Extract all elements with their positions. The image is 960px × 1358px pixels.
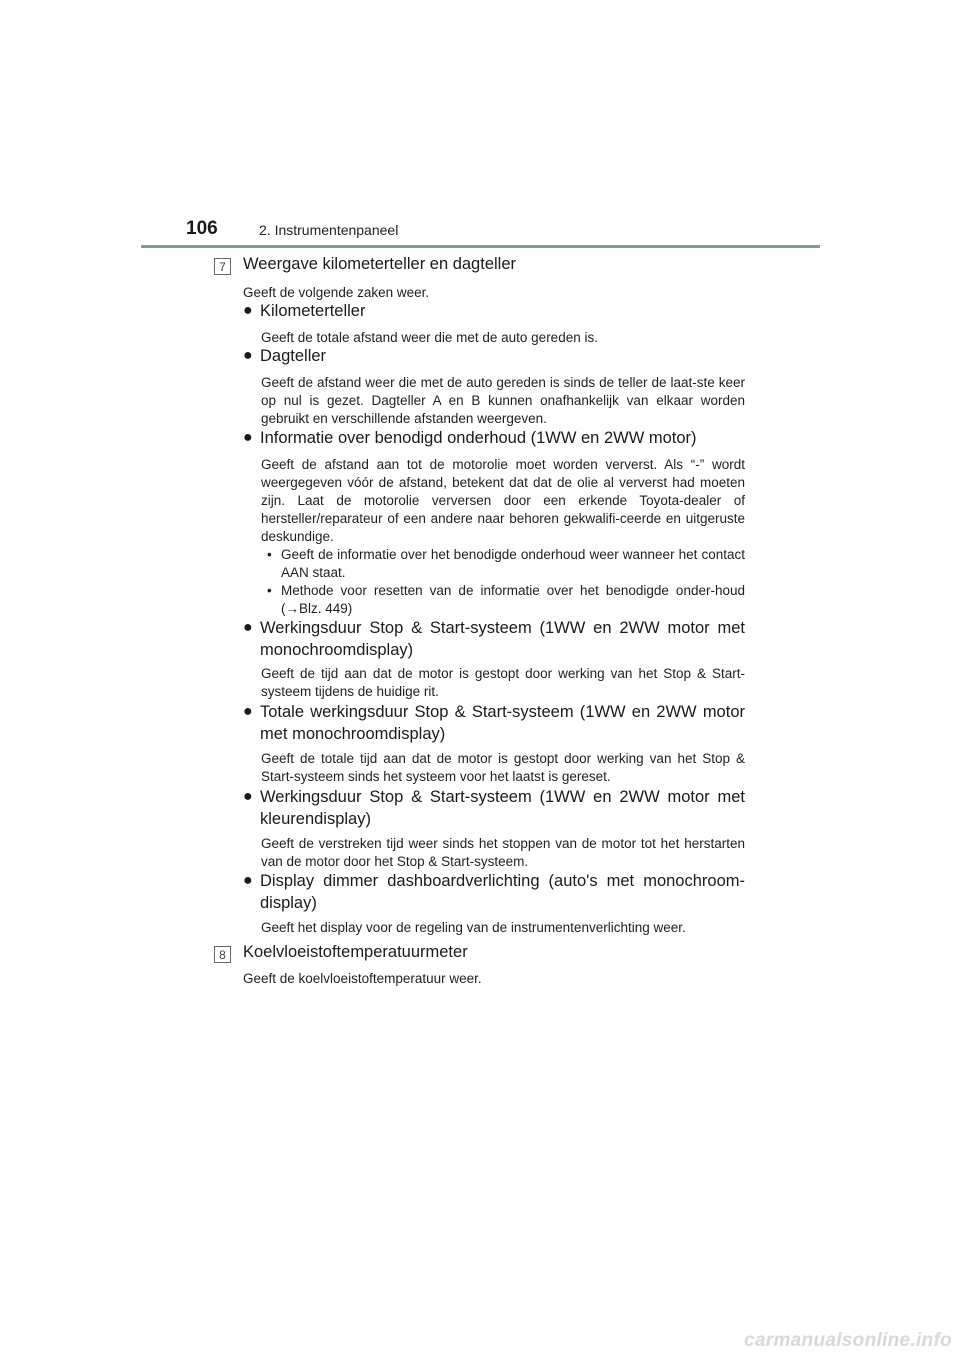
item-title: Kilometerteller <box>260 302 366 320</box>
item-heading-werkingsduur-mono <box>243 617 745 661</box>
bullet-dot-icon: ● <box>243 619 253 636</box>
item-body: Geeft de verstreken tijd weer sinds het stoppen van de motor tot het herstarten van de motor door het Stop & Start-systeem. <box>261 836 745 869</box>
sub-bullet-mark: • <box>267 583 272 598</box>
item-body: Geeft de totale tijd aan dat de motor is gestopt door werking van het Stop & Start-systeem sinds het systeem voor het laatst is gereset. <box>261 751 745 784</box>
item-body: Geeft de tijd aan dat de motor is gestopt door werking van het Stop & Start-systeem tijdens de huidige rit. <box>261 666 745 699</box>
sub-bullet-list <box>267 546 745 618</box>
bullet-dot-icon: ● <box>243 302 253 319</box>
bullet-dot-icon: ● <box>243 703 253 720</box>
item-heading-dagteller <box>243 345 745 367</box>
item-body: Geeft het display voor de regeling van de instrumentenverlichting weer. <box>261 920 686 935</box>
chapter-title: 2. Instrumentenpaneel <box>259 222 399 238</box>
item-body: Geeft de totale afstand weer die met de auto gereden is. <box>261 330 598 345</box>
section-number-badge: 8 <box>214 946 231 963</box>
item-body: Geeft de afstand aan tot de motorolie moet worden ververst. Als “-” wordt weergegeven vóór de afstand, betekent dat dat de olie al ververst had moeten zijn. Laat de motorolie verversen door een erkende Toyota-dealer of hersteller/reparateur of een andere naar behoren gekwalifi-ceerde en uitgeruste deskundige. <box>261 457 745 544</box>
bullet-dot-icon: ● <box>243 872 253 889</box>
watermark-logo: carmanualsonline.info <box>744 1330 952 1351</box>
item-title: Display dimmer dashboardverlichting (auto's met monochroom-display) <box>260 872 745 912</box>
item-heading-display-dimmer <box>243 870 745 914</box>
section-number-badge: 7 <box>214 258 231 275</box>
section-title: Weergave kilometerteller en dagteller <box>243 255 516 273</box>
sub-bullet-mark: • <box>267 547 272 562</box>
item-title: Informatie over benodigd onderhoud (1WW en 2WW motor) <box>260 429 697 447</box>
bullet-dot-icon: ● <box>243 788 253 805</box>
page-number: 106 <box>186 218 218 239</box>
item-heading-onderhoud <box>243 427 745 449</box>
item-title: Werkingsduur Stop & Start-systeem (1WW en 2WW motor met monochroomdisplay) <box>260 619 745 659</box>
section-title: Koelvloeistoftemperatuurmeter <box>243 943 468 961</box>
section-body: Geeft de koelvloeistoftemperatuur weer. <box>243 971 482 986</box>
item-title: Totale werkingsduur Stop & Start-systeem (1WW en 2WW motor met monochroomdisplay) <box>260 703 745 743</box>
item-heading-totale-werkingsduur <box>243 701 745 745</box>
bullet-dot-icon: ● <box>243 429 253 446</box>
sub-bullet-item <box>267 582 745 618</box>
page-header <box>186 218 820 244</box>
bullet-dot-icon: ● <box>243 347 253 364</box>
item-body: Geeft de afstand weer die met de auto gereden is sinds de teller de laat-ste keer op nul is gezet. Dagteller A en B kunnen onafhankelijk van elkaar worden gebruikt en verschillende afstanden weergeven. <box>261 375 745 426</box>
section-intro: Geeft de volgende zaken weer. <box>243 285 430 300</box>
header-divider <box>141 245 820 248</box>
item-heading-werkingsduur-kleur <box>243 786 745 830</box>
sub-bullet-text: Geeft de informatie over het benodigde onderhoud weer wanneer het contact AAN staat. <box>281 547 745 580</box>
sub-bullet-text: Methode voor resetten van de informatie over het benodigde onder-houd (→Blz. 449) <box>281 583 745 616</box>
sub-bullet-item <box>267 546 745 582</box>
item-title: Werkingsduur Stop & Start-systeem (1WW en 2WW motor met kleurendisplay) <box>260 788 745 828</box>
item-title: Dagteller <box>260 347 327 365</box>
item-heading-kilometerteller <box>243 300 745 322</box>
